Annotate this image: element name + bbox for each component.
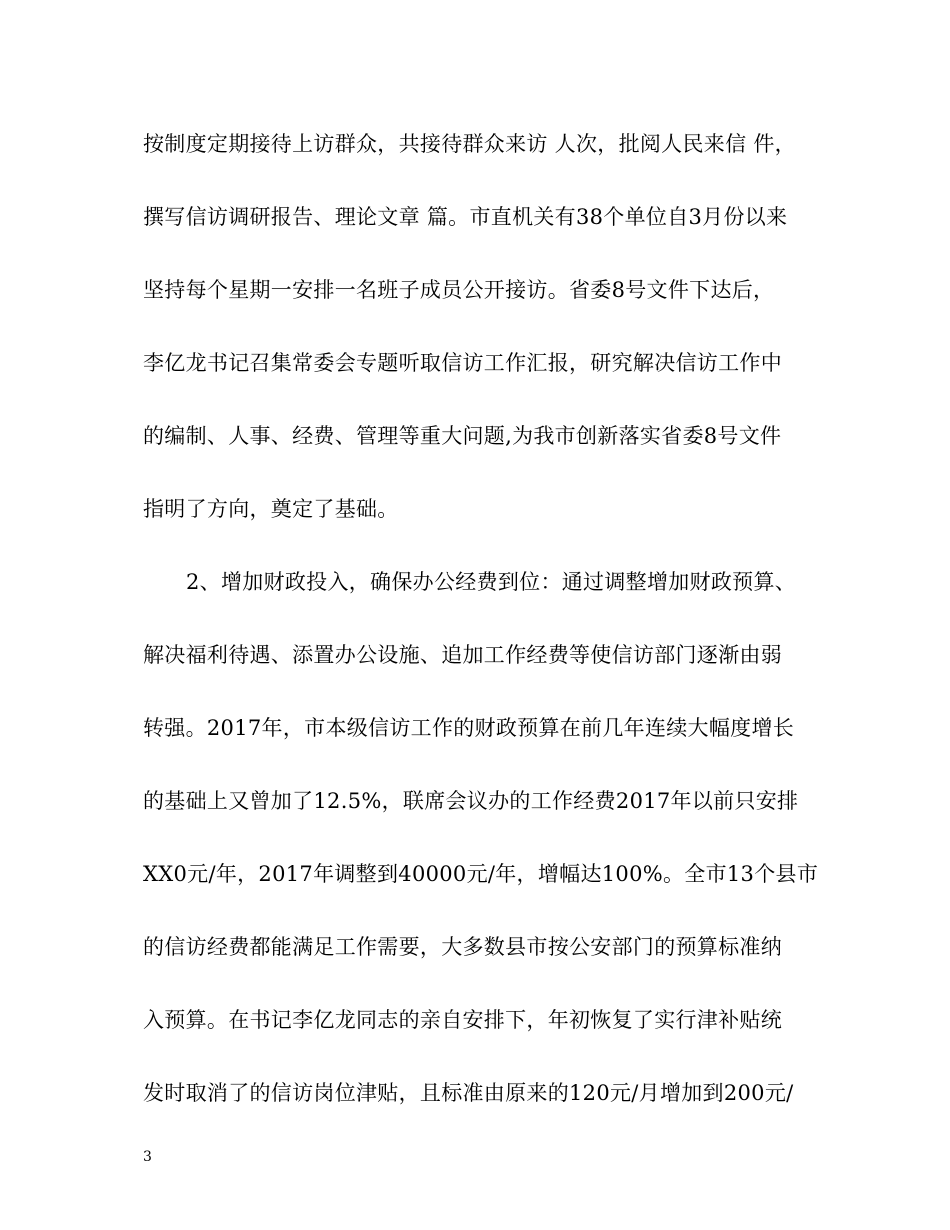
body-text-line: 解决福利待遇、添置办公设施、追加工作经费等使信访部门逐渐由弱 bbox=[143, 643, 782, 667]
body-text-line: 坚持每个星期一安排一名班子成员公开接访。省委8号文件下达后， bbox=[143, 278, 775, 302]
body-text-line: 的信访经费都能满足工作需要，大多数县市按公安部门的预算标准纳 bbox=[143, 935, 782, 959]
body-text-line: 撰写信访调研报告、理论文章 篇。市直机关有38个单位自3月份以来 bbox=[143, 205, 788, 229]
page-number: 3 bbox=[143, 1149, 152, 1165]
body-text-line: 按制度定期接待上访群众，共接待群众来访 人次，批阅人民来信 件， bbox=[143, 132, 796, 156]
body-text-line: XX0元/年，2017年调整到40000元/年，增幅达100%。全市13个县市 bbox=[143, 862, 819, 886]
body-text-line: 的基础上又曾加了12.5%，联席会议办的工作经费2017年以前只安排 bbox=[143, 789, 799, 813]
body-text-line: 发时取消了的信访岗位津贴，且标准由原来的120元/月增加到200元/ bbox=[143, 1081, 794, 1105]
body-text-line: 的编制、人事、经费、管理等重大问题,为我市创新落实省委8号文件 bbox=[143, 424, 782, 448]
body-text-line: 李亿龙书记召集常委会专题听取信访工作汇报，研究解决信访工作中 bbox=[143, 351, 782, 375]
body-text-line: 指明了方向，奠定了基础。 bbox=[143, 497, 399, 521]
paragraph-first-line: 2、增加财政投入，确保办公经费到位：通过调整增加财政预算、 bbox=[186, 570, 797, 594]
body-text-line: 入预算。在书记李亿龙同志的亲自安排下，年初恢复了实行津补贴统 bbox=[143, 1008, 782, 1032]
body-text-line: 转强。2017年，市本级信访工作的财政预算在前几年连续大幅度增长 bbox=[143, 716, 795, 740]
